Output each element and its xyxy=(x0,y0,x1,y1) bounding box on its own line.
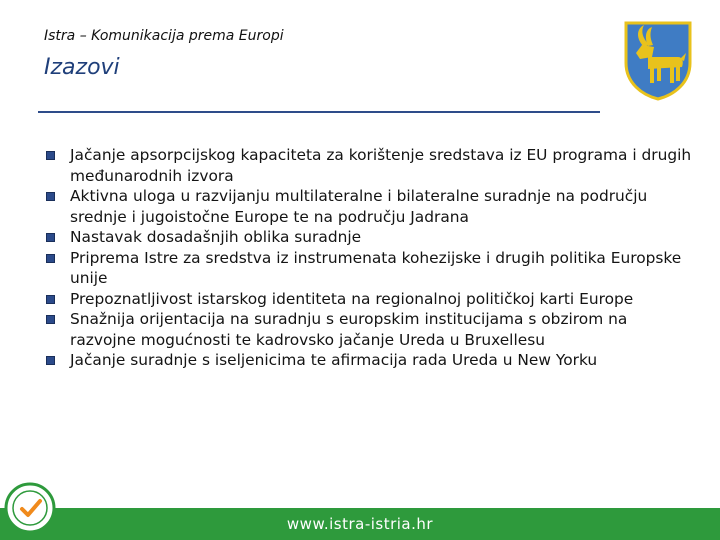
list-item: Nastavak dosadašnjih oblika suradnje xyxy=(46,227,696,248)
square-bullet-icon xyxy=(46,151,55,160)
square-bullet-icon xyxy=(46,233,55,242)
square-bullet-icon xyxy=(46,254,55,263)
square-bullet-icon xyxy=(46,356,55,365)
slide-title: Izazovi xyxy=(44,55,120,80)
slide-subtitle: Istra – Komunikacija prema Europi xyxy=(44,28,284,44)
list-item: Prepoznatljivost istarskog identiteta na regionalnoj političkoj karti Europe xyxy=(46,289,696,310)
square-bullet-icon xyxy=(46,295,55,304)
list-item: Jačanje apsorpcijskog kapaciteta za korištenje sredstava iz EU programa i drugih međunarodnih izvora xyxy=(46,145,696,186)
footer-bar xyxy=(0,508,720,540)
list-item: Aktivna uloga u razvijanju multilateralne i bilateralne suradnje na području srednje i jugoistočne Europe te na području Jadrana xyxy=(46,186,696,227)
square-bullet-icon xyxy=(46,192,55,201)
square-bullet-icon xyxy=(46,315,55,324)
list-item: Jačanje suradnje s iseljenicima te afirmacija rada Ureda u New Yorku xyxy=(46,350,696,371)
goat-coat-of-arms-icon xyxy=(622,17,694,101)
list-item: Priprema Istre za sredstva iz instrumenata kohezijske i drugih politika Europske unije xyxy=(46,248,696,289)
title-divider xyxy=(38,111,600,113)
footer-website-link[interactable]: www.istra-istria.hr xyxy=(286,515,434,533)
list-item: Snažnija orijentacija na suradnju s europskim institucijama s obzirom na razvojne mogućnosti te kadrovsko jačanje Ureda u Bruxellesu xyxy=(46,309,696,350)
certification-badge-icon xyxy=(4,482,56,534)
bullet-list xyxy=(46,145,696,371)
